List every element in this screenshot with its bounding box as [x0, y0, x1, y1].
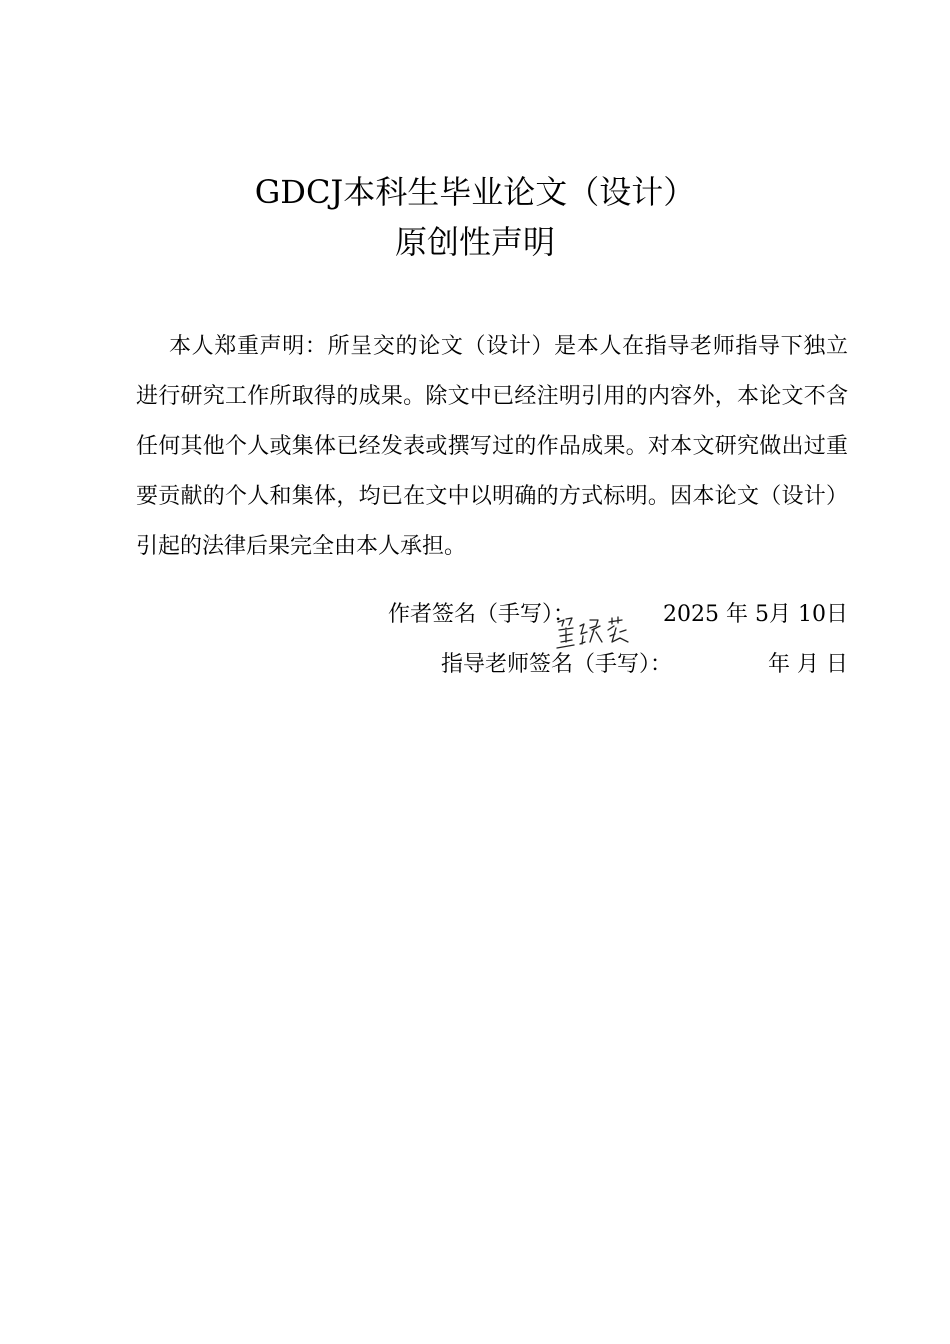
- declaration-body: 本人郑重声明：所呈交的论文（设计）是本人在指导老师指导下独立进行研究工作所取得的成果。除文中已经注明引用的内容外，本论文不含任何其他个人或集体已经发表或撰写过的作品成果。对本文研究做出过重要贡献的个人和集体，均已在文中以明确的方式标明。因本论文（设计）引起的法律后果完全由本人承担。: [136, 334, 848, 559]
- author-signature-date: 2025 年 5月 10日: [663, 602, 848, 627]
- advisor-signature-label: 指导老师签名（手写）：: [440, 652, 672, 677]
- document-title: GDCJ本科生毕业论文（设计）: [254, 173, 696, 211]
- advisor-signature-date: 年 月 日: [768, 652, 848, 677]
- author-signature-label: 作者签名（手写）：: [388, 602, 576, 627]
- advisor-signature-row: [441, 650, 848, 680]
- handwritten-signature: [554, 612, 636, 654]
- document-subtitle: 原创性声明: [394, 223, 555, 261]
